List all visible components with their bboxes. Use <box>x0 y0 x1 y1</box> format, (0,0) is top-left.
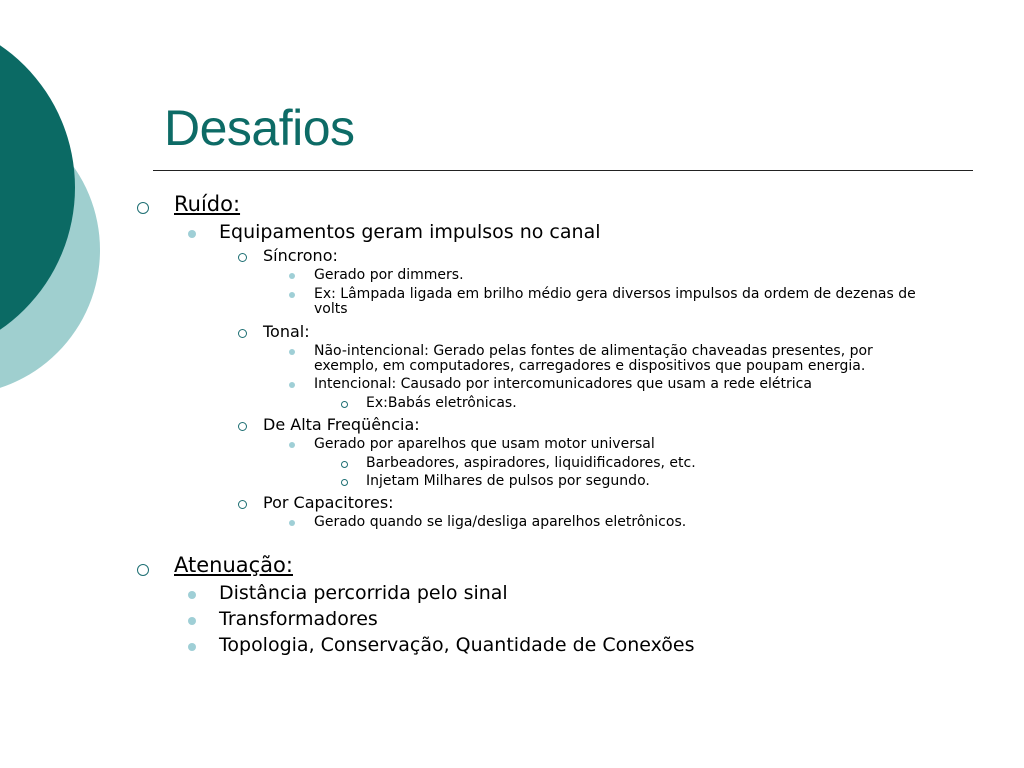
dot-bullet-icon <box>289 349 295 355</box>
list-item: Gerado por dimmers. <box>314 267 464 283</box>
list-item: Ex:Babás eletrônicas. <box>366 395 517 411</box>
ring-bullet-icon <box>238 253 247 262</box>
slide-title: Desafios <box>164 100 355 156</box>
ring-bullet-icon <box>238 500 247 509</box>
dot-bullet-icon <box>188 643 196 651</box>
title-divider <box>153 170 973 171</box>
subsection-label-capacitores: Por Capacitores: <box>263 493 394 512</box>
list-item: Gerado quando se liga/desliga aparelhos eletrônicos. <box>314 514 687 530</box>
subsection-label-tonal: Tonal: <box>263 322 310 341</box>
list-item: Não-intencional: Gerado pelas fontes de alimentação chaveadas presentes, por <box>314 343 873 359</box>
list-item-continuation: exemplo, em computadores, carregadores e dispositivos que poupam energia. <box>314 358 866 374</box>
dot-bullet-icon <box>289 382 295 388</box>
dot-bullet-icon <box>188 591 196 599</box>
dot-bullet-icon <box>289 442 295 448</box>
list-item: Topologia, Conservação, Quantidade de Conexões <box>219 634 695 656</box>
subsection-label-alta-frequencia: De Alta Freqüência: <box>263 415 420 434</box>
dot-bullet-icon <box>188 230 196 238</box>
ring-bullet-icon <box>238 329 247 338</box>
list-item-continuation: volts <box>314 301 348 317</box>
list-item: Transformadores <box>219 608 378 630</box>
list-item: Injetam Milhares de pulsos por segundo. <box>366 473 650 489</box>
list-item: Equipamentos geram impulsos no canal <box>219 221 601 243</box>
ring-bullet-icon <box>341 401 348 408</box>
ring-bullet-icon <box>137 202 149 214</box>
dot-bullet-icon <box>289 273 295 279</box>
ring-bullet-icon <box>238 422 247 431</box>
list-item: Barbeadores, aspiradores, liquidificadores, etc. <box>366 455 696 471</box>
list-item: Gerado por aparelhos que usam motor universal <box>314 436 655 452</box>
list-item: Ex: Lâmpada ligada em brilho médio gera diversos impulsos da ordem de dezenas de <box>314 286 916 302</box>
section-heading-ruido: Ruído: <box>174 192 241 216</box>
dot-bullet-icon <box>289 520 295 526</box>
dot-bullet-icon <box>289 292 295 298</box>
dot-bullet-icon <box>188 617 196 625</box>
list-item: Distância percorrida pelo sinal <box>219 582 508 604</box>
list-item: Intencional: Causado por intercomunicadores que usam a rede elétrica <box>314 376 812 392</box>
subsection-label-sincrono: Síncrono: <box>263 246 338 265</box>
ring-bullet-icon <box>341 461 348 468</box>
ring-bullet-icon <box>341 479 348 486</box>
section-heading-atenuacao: Atenuação: <box>174 553 293 577</box>
ring-bullet-icon <box>137 564 149 576</box>
